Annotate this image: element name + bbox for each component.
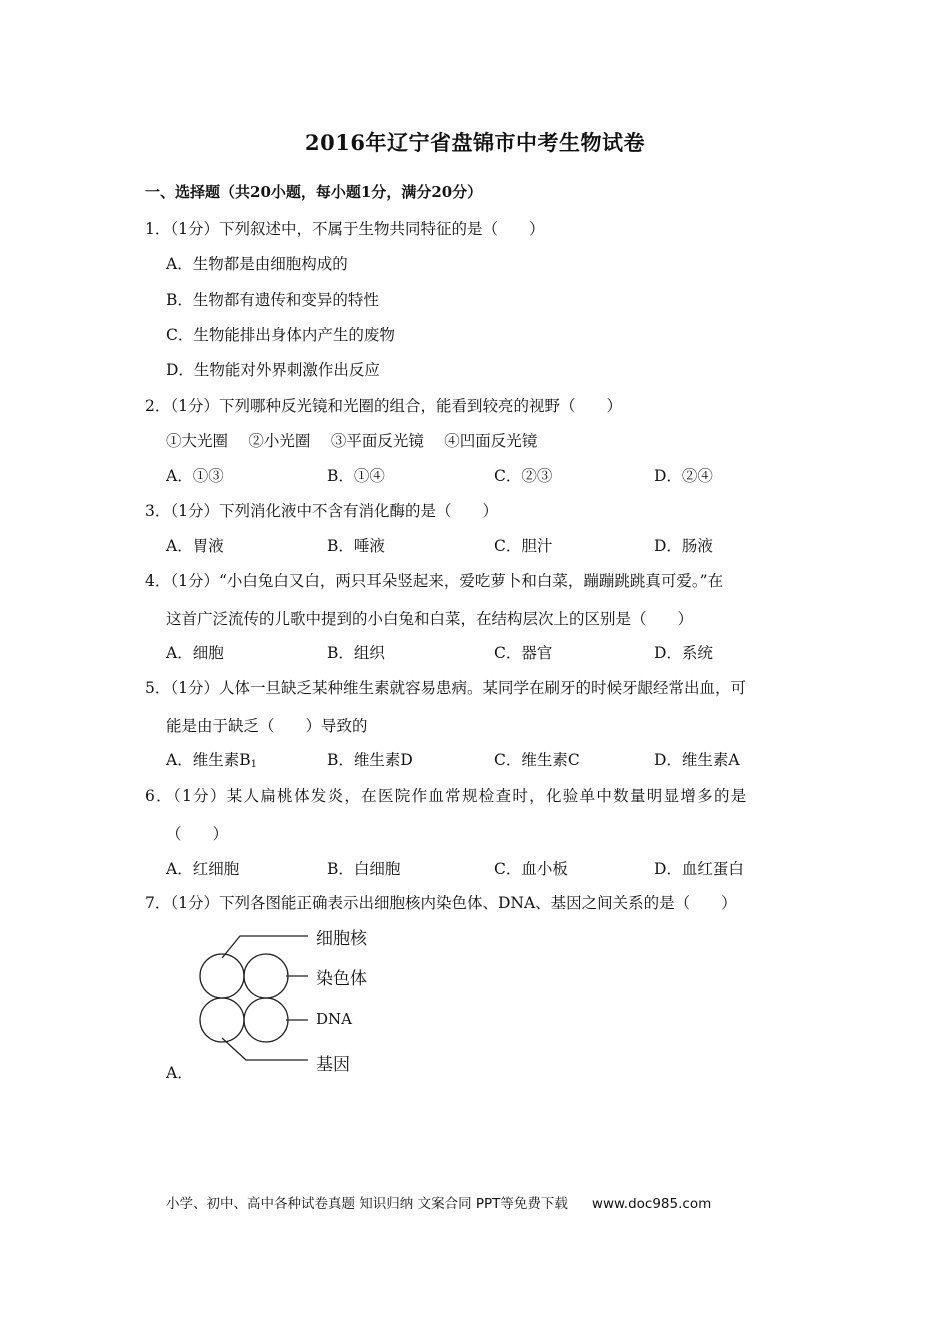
question-1-option-a: A．生物都是由细胞构成的 — [166, 255, 348, 273]
question-4-option-d: D．系统 — [654, 644, 713, 662]
footer-text: 小学、初中、高中各种试卷真题 知识归纳 文案合同 PPT等免费下载 — [166, 1196, 568, 1212]
question-5-stem-line1: 5．（1分）人体一旦缺乏某种维生素就容易患病。某同学在刷牙的时候牙龈经常出血，可 — [145, 679, 746, 697]
question-6-stem-line2: （ ） — [166, 825, 229, 843]
question-4-options — [166, 641, 726, 663]
question-5-option-a — [166, 748, 257, 770]
question-3-option-c: C．胆汁 — [494, 537, 553, 555]
question-2-option-c: C．②③ — [494, 467, 553, 485]
question-5-option-d: D．维生素A — [654, 751, 740, 769]
question-5-stem-line2: 能是由于缺乏（ ）导致的 — [166, 717, 368, 735]
question-7-diagram-a — [190, 918, 410, 1078]
question-1-option-c: C．生物能排出身体内产生的废物 — [166, 326, 395, 344]
question-6-options — [166, 857, 744, 879]
question-5-option-a-subscript: 1 — [250, 759, 257, 770]
question-4-option-b: B．组织 — [327, 644, 385, 662]
question-4-stem-line2: 这首广泛流传的儿歌中提到的小白兔和白菜，在结构层次上的区别是（ ） — [166, 610, 694, 628]
question-5-option-a-text: A．维生素B — [166, 751, 251, 769]
circle-top-right — [244, 954, 288, 998]
question-5-options — [166, 748, 740, 770]
circle-bottom-left — [200, 998, 244, 1042]
question-1-option-d: D．生物能对外界刺激作出反应 — [166, 361, 380, 379]
leader-nucleus — [222, 936, 308, 958]
question-2-option-b: B．①④ — [327, 467, 385, 485]
question-1-option-b: B．生物都有遗传和变异的特性 — [166, 291, 379, 309]
diagram-label-chromosome: 染色体 — [316, 969, 367, 989]
question-6-option-b: B．白细胞 — [327, 860, 401, 878]
question-3-option-d: D．肠液 — [654, 537, 713, 555]
question-2-option-a: A．①③ — [166, 467, 224, 485]
question-3-option-a: A．胃液 — [166, 537, 224, 555]
diagram-label-dna: DNA — [316, 1010, 352, 1028]
question-1-stem: 1．（1分）下列叙述中，不属于生物共同特征的是（ ） — [145, 220, 545, 238]
question-4-option-c: C．器官 — [494, 644, 553, 662]
diagram-label-nucleus: 细胞核 — [316, 929, 367, 949]
question-4-option-a: A．细胞 — [166, 644, 224, 662]
question-6-option-c: C．血小板 — [494, 860, 568, 878]
question-4-stem-line1: 4．（1分）“小白兔白又白，两只耳朵竖起来，爱吃萝卜和白菜，蹦蹦跳跳真可爱。”在 — [145, 572, 724, 590]
section-heading: 一、选择题（共20小题，每小题1分，满分20分） — [145, 183, 483, 201]
diagram-label-gene: 基因 — [316, 1055, 350, 1075]
question-7-stem: 7．（1分）下列各图能正确表示出细胞核内染色体、DNA、基因之间关系的是（ ） — [145, 894, 737, 912]
question-2-option-d: D．②④ — [654, 467, 713, 485]
page-title: 2016年辽宁省盘锦市中考生物试卷 — [305, 130, 645, 155]
page-footer — [166, 1192, 711, 1212]
question-2-stem: 2．（1分）下列哪种反光镜和光圈的组合，能看到较亮的视野（ ） — [145, 397, 622, 415]
question-3-options — [166, 534, 726, 556]
circle-top-left — [200, 954, 244, 998]
question-6-option-d: D．血红蛋白 — [654, 860, 744, 878]
question-3-option-b: B．唾液 — [327, 537, 385, 555]
question-6-stem-line1: 6．（1分）某人扁桃体发炎，在医院作血常规检查时，化验单中数量明显增多的是 — [145, 787, 748, 805]
diagram-a-drawing — [190, 918, 410, 1078]
leader-gene — [222, 1038, 308, 1060]
question-7-option-a: A． — [166, 1064, 193, 1082]
question-6-option-a: A．红细胞 — [166, 860, 240, 878]
question-2-options — [166, 464, 726, 486]
question-3-stem: 3．（1分）下列消化液中不含有消化酶的是（ ） — [145, 502, 498, 520]
circle-bottom-right — [244, 998, 288, 1042]
question-5-option-c: C．维生素C — [494, 751, 580, 769]
question-5-option-b: B．维生素D — [327, 751, 413, 769]
footer-url[interactable]: www.doc985.com — [591, 1196, 712, 1212]
question-2-items: ①大光圈 ②小光圈 ③平面反光镜 ④凹面反光镜 — [166, 432, 538, 450]
